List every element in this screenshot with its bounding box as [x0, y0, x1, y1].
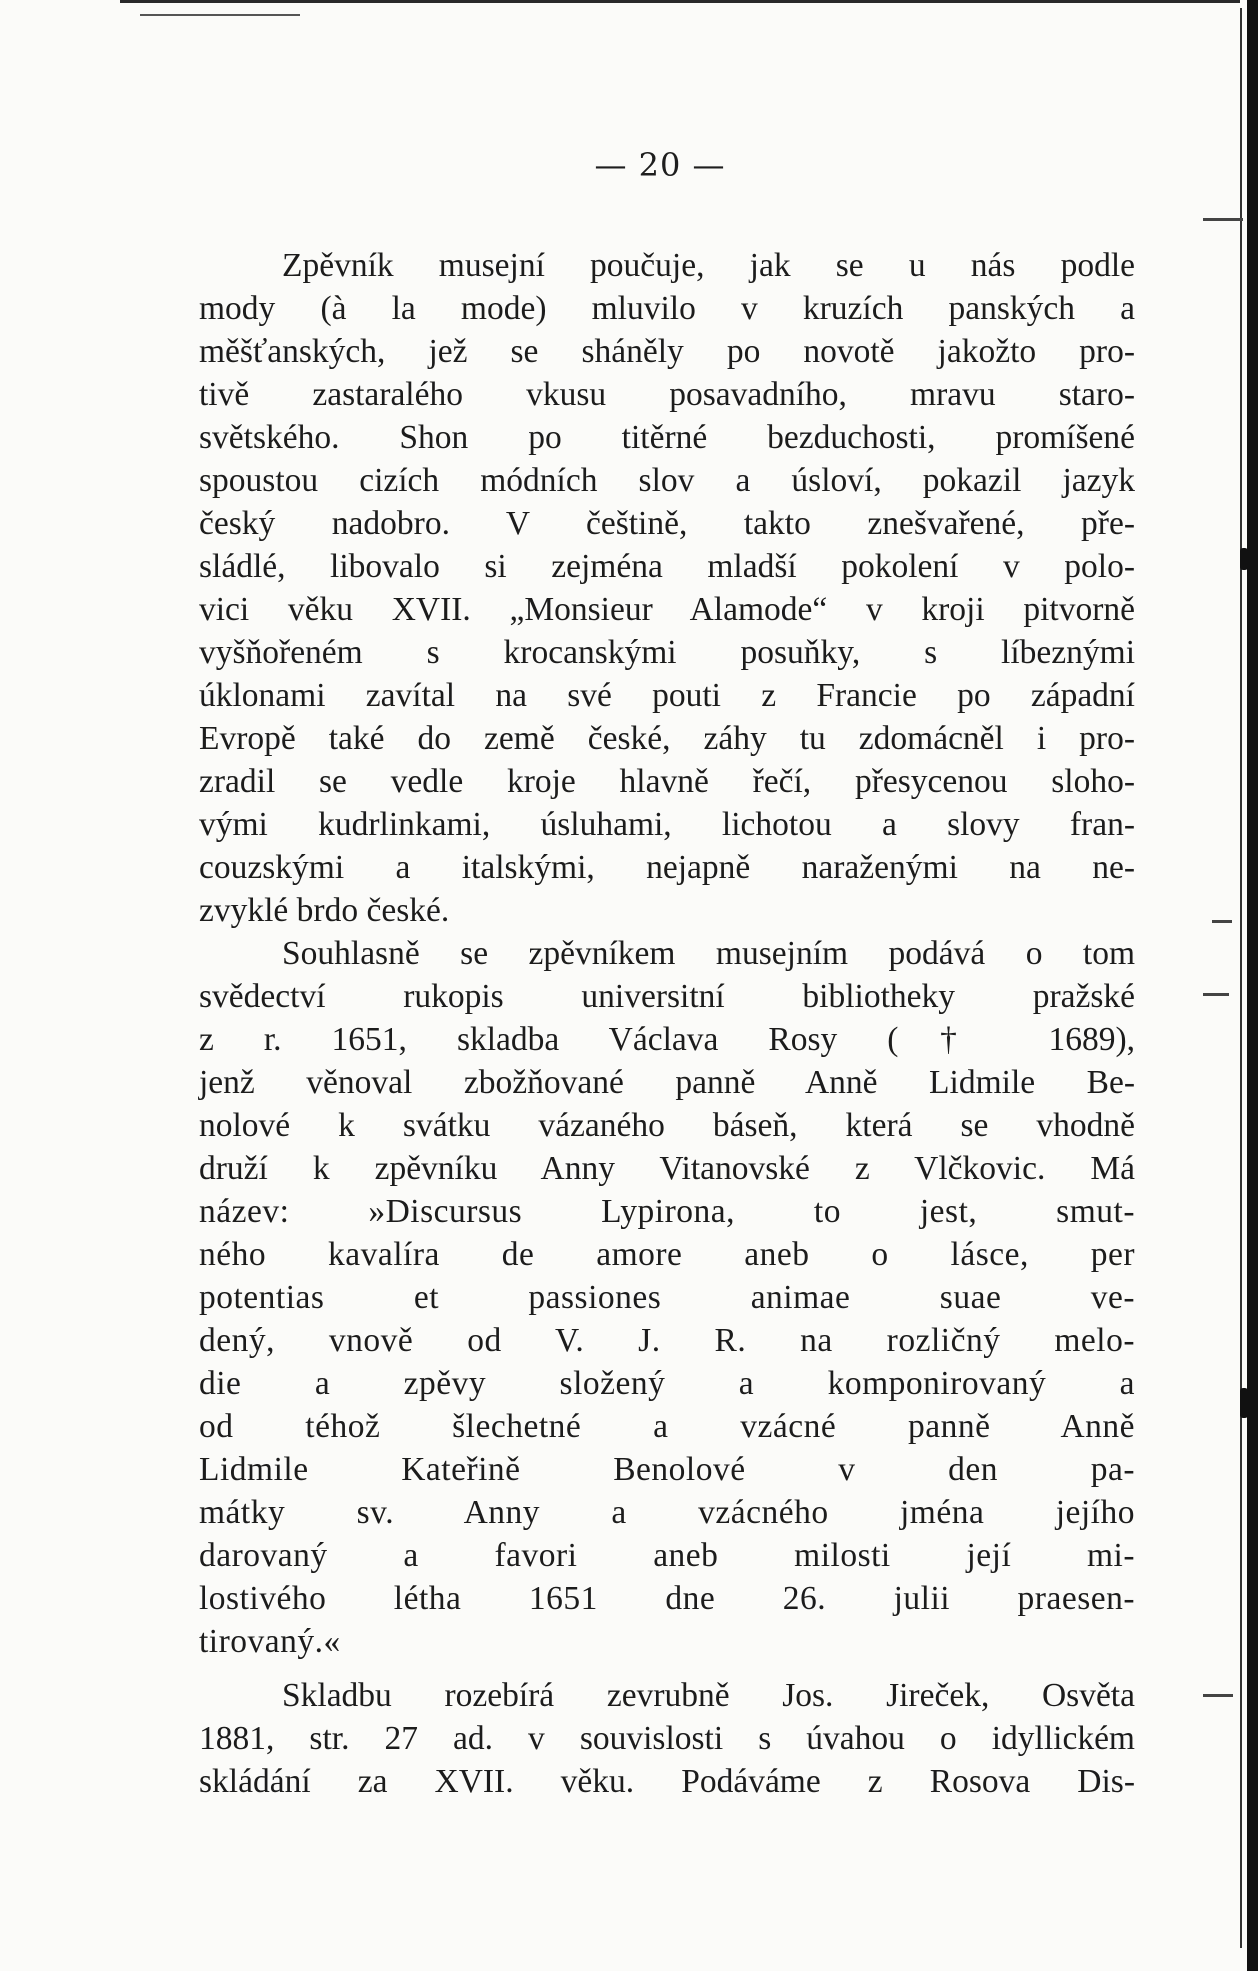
- top-edge-mark: [140, 14, 300, 16]
- text-line: Lidmile Kateřině Benolové v den pa-: [199, 1451, 1135, 1488]
- text-line: tivě zastaralého vkusu posavadního, mravu staro-: [199, 376, 1135, 413]
- margin-blot: [1240, 548, 1248, 570]
- margin-tick: [1203, 993, 1229, 996]
- text-line: tirovaný.«: [199, 1623, 341, 1660]
- text-line: nolové k svátku vázaného báseň, která se vhodně: [199, 1107, 1135, 1144]
- text-line: couzskými a italskými, nejapně naraženými na ne-: [199, 849, 1135, 886]
- text-line: od téhož šlechetné a vzácné panně Anně: [199, 1408, 1135, 1445]
- top-edge-rule: [120, 0, 1240, 3]
- text-line: Skladbu rozebírá zevrubně Jos. Jireček, Osvěta: [282, 1677, 1135, 1714]
- text-line: vyšňořeném s krocanskými posuňky, s líbeznými: [199, 634, 1135, 671]
- text-line: die a zpěvy složený a komponirovaný a: [199, 1365, 1135, 1402]
- text-line: spoustou cizích módních slov a úsloví, pokazil jazyk: [199, 462, 1135, 499]
- text-line: mátky sv. Anny a vzácného jména jejího: [199, 1494, 1135, 1531]
- text-line: zradil se vedle kroje hlavně řečí, přesycenou sloho-: [199, 763, 1135, 800]
- margin-tick: [1203, 1694, 1233, 1697]
- text-line: svědectví rukopis universitní bibliotheky pražské: [199, 978, 1135, 1015]
- text-line: mody (à la mode) mluvilo v kruzích panských a: [199, 290, 1135, 327]
- binding-edge: [1247, 0, 1258, 1971]
- text-line: ného kavalíra de amore aneb o lásce, per: [199, 1236, 1135, 1273]
- text-line: potentias et passiones animae suae ve-: [199, 1279, 1135, 1316]
- text-line: zvyklé brdo české.: [199, 892, 450, 929]
- text-line: lostivého létha 1651 dne 26. julii praesen-: [199, 1580, 1135, 1617]
- text-line: druží k zpěvníku Anny Vitanovské z Vlčkovic. Má: [199, 1150, 1135, 1187]
- text-line: dený, vnově od V. J. R. na rozličný melo-: [199, 1322, 1135, 1359]
- page-edge-line: [1240, 8, 1242, 1948]
- text-line: Evropě také do země české, záhy tu zdomácněl i pro-: [199, 720, 1135, 757]
- text-line: jenž věnoval zbožňované panně Anně Lidmile Be-: [199, 1064, 1135, 1101]
- margin-tick: [1203, 218, 1243, 221]
- text-line: 1881, str. 27 ad. v souvislosti s úvahou o idyllickém: [199, 1720, 1135, 1757]
- text-line: vými kudrlinkami, úsluhami, lichotou a slovy fran-: [199, 806, 1135, 843]
- text-line: název: »Discursus Lypirona, to jest, smut-: [199, 1193, 1135, 1230]
- text-line: český nadobro. V češtině, takto znešvařené, pře-: [199, 505, 1135, 542]
- text-line: vici věku XVII. „Monsieur Alamode“ v kroji pitvorně: [199, 591, 1135, 628]
- text-line: z r. 1651, skladba Václava Rosy († 1689),: [199, 1021, 1135, 1058]
- text-line: skládání za XVII. věku. Podáváme z Rosova Dis-: [199, 1763, 1135, 1800]
- text-line: Souhlasně se zpěvníkem musejním podává o tom: [282, 935, 1135, 972]
- margin-blot: [1240, 1388, 1248, 1418]
- page-number: — 20 —: [594, 146, 726, 184]
- margin-tick: [1212, 920, 1232, 923]
- text-line: sládlé, libovalo si zejména mladší pokolení v polo-: [199, 548, 1135, 585]
- text-line: měšťanských, jež se sháněly po novotě jakožto pro-: [199, 333, 1135, 370]
- text-line: darovaný a favori aneb milosti její mi-: [199, 1537, 1135, 1574]
- text-line: úklonami zavítal na své pouti z Francie po západní: [199, 677, 1135, 714]
- text-line: světského. Shon po titěrné bezduchosti, promíšené: [199, 419, 1135, 456]
- text-line: Zpěvník musejní poučuje, jak se u nás podle: [282, 247, 1135, 284]
